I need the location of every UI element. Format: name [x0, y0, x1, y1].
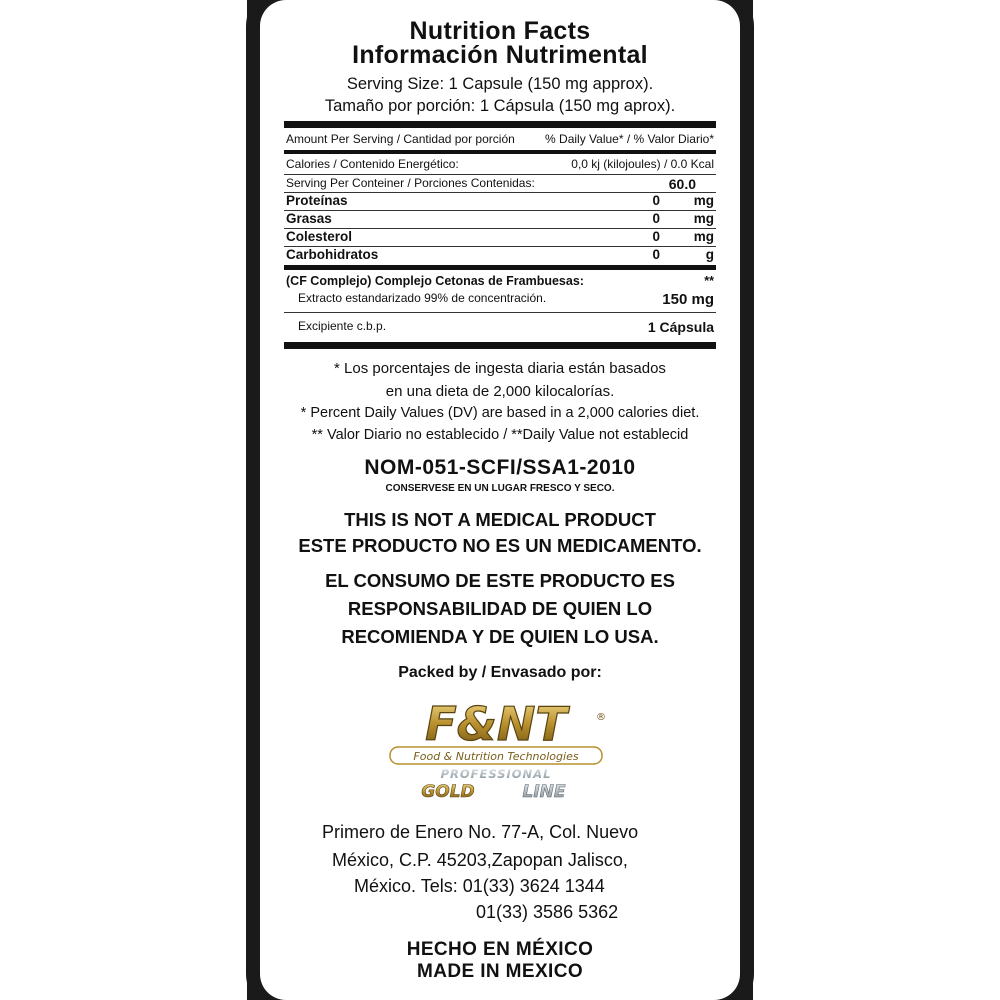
footnote-line-2: en una dieta de 2,000 kilocalorías.	[385, 383, 615, 400]
table-header-rule	[284, 150, 716, 154]
divider	[284, 174, 716, 175]
nutrient-unit: g	[705, 247, 714, 262]
logo-professional: PROFESSIONAL	[440, 767, 552, 781]
storage-instruction: CONSERVESE EN UN LUGAR FRESCO Y SECO.	[385, 483, 615, 494]
nutrition-label	[260, 0, 740, 1000]
excipient-value: 1 Cápsula	[647, 319, 714, 335]
responsibility-line-1: EL CONSUMO DE ESTE PRODUCTO ES	[325, 570, 675, 591]
nutrient-value: 0	[652, 229, 660, 244]
address-line-1: Primero de Enero No. 77-A, Col. Nuevo	[322, 822, 639, 842]
servings-value: 60.0	[668, 176, 696, 192]
divider	[284, 192, 716, 193]
label-frame-left	[247, 0, 261, 1000]
divider	[284, 210, 716, 211]
extract-value: 150 mg	[662, 291, 714, 308]
logo-registered-mark: ®	[596, 712, 606, 723]
column-amount-per-serving: Amount Per Serving / Cantidad por porción	[286, 132, 515, 146]
made-in-mexico-spanish: HECHO EN MÉXICO	[406, 939, 594, 960]
nutrient-name: Proteínas	[286, 193, 348, 208]
nutrient-value: 0	[652, 211, 660, 226]
calories-label: Calories / Contenido Energético:	[286, 157, 459, 171]
servings-label: Serving Per Conteiner / Porciones Contenidas:	[286, 176, 535, 190]
responsibility-line-3: RECOMIENDA Y DE QUIEN LO USA.	[341, 626, 659, 647]
nutrient-value: 0	[652, 193, 660, 208]
title-english: Nutrition Facts	[409, 17, 591, 45]
address-line-4: 01(33) 3586 5362	[476, 902, 619, 922]
responsibility-line-2: RESPONSABILIDAD DE QUIEN LO	[347, 598, 653, 619]
nutrient-unit: mg	[693, 193, 714, 208]
nutrient-name: Carbohidratos	[286, 247, 379, 262]
complex-mark: **	[704, 274, 714, 288]
not-medical-spanish: ESTE PRODUCTO NO ES UN MEDICAMENTO.	[298, 535, 702, 556]
table-bottom-rule	[284, 342, 716, 349]
extract-label: Extracto estandarizado 99% de concentración.	[298, 291, 547, 305]
nom-code: NOM-051-SCFI/SSA1-2010	[364, 456, 636, 479]
packed-by-label: Packed by / Envasado por:	[398, 664, 602, 681]
fnt-logo	[384, 694, 614, 802]
made-in-mexico-english: MADE IN MEXICO	[416, 961, 584, 982]
label-frame-right	[739, 0, 753, 1000]
logo-gold: GOLD	[421, 782, 475, 802]
divider	[284, 312, 716, 313]
address-line-2: México, C.P. 45203,Zapopan Jalisco,	[332, 850, 628, 870]
column-daily-value: % Daily Value* / % Valor Diario*	[545, 132, 714, 146]
complex-label: (CF Complejo) Complejo Cetonas de Frambuesas:	[286, 274, 584, 288]
nutrient-value: 0	[652, 247, 660, 262]
footnote-line-3: * Percent Daily Values (DV) are based in a 2,000 calories diet.	[300, 405, 700, 421]
nutrient-name: Grasas	[286, 211, 332, 226]
address-line-3: México. Tels: 01(33) 3624 1344	[354, 876, 605, 896]
not-medical-english: THIS IS NOT A MEDICAL PRODUCT	[344, 509, 656, 530]
calories-value: 0,0 kj (kilojoules) / 0.0 Kcal	[571, 157, 714, 171]
table-mid-rule	[284, 265, 716, 270]
logo-main-text: F&NT	[425, 697, 567, 751]
footnote-line-4: ** Valor Diario no establecido / **Daily Value not establecid	[311, 427, 689, 443]
fnt-logo-graphic	[384, 694, 614, 802]
table-top-rule	[284, 121, 716, 128]
logo-line: LINE	[522, 782, 566, 802]
nutrient-unit: mg	[693, 211, 714, 226]
excipient-label: Excipiente c.b.p.	[298, 319, 387, 333]
logo-subtitle: Food & Nutrition Technologies	[413, 750, 579, 763]
nutrient-unit: mg	[693, 229, 714, 244]
serving-size-english: Serving Size: 1 Capsule (150 mg approx).	[346, 75, 654, 93]
serving-size-spanish: Tamaño por porción: 1 Cápsula (150 mg aprox).	[324, 97, 676, 115]
footnote-line-1: * Los porcentajes de ingesta diaria están basados	[334, 360, 666, 377]
title-spanish: Información Nutrimental	[352, 41, 648, 69]
nutrient-name: Colesterol	[286, 229, 353, 244]
